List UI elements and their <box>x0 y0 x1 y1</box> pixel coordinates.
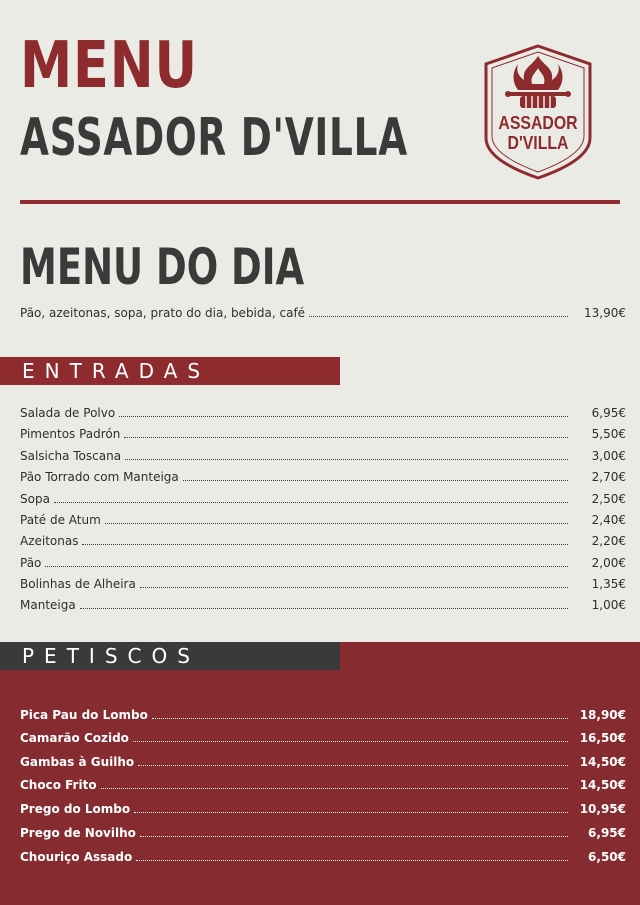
list-item <box>20 468 626 486</box>
dot-leader <box>134 812 568 813</box>
list-item <box>20 404 626 422</box>
item-price: 10,95€ <box>579 802 626 816</box>
list-item <box>20 532 626 550</box>
list-item <box>20 490 626 508</box>
item-price: 2,70€ <box>591 470 626 484</box>
dot-leader <box>152 718 568 719</box>
item-price: 3,00€ <box>591 449 626 463</box>
dot-leader <box>138 765 568 766</box>
list-item <box>20 848 626 866</box>
item-name: Gambas à Guilho <box>20 755 135 769</box>
item-name: Pão <box>20 556 42 570</box>
item-price: 14,50€ <box>579 778 626 792</box>
dot-leader <box>119 416 568 417</box>
item-name: Pão Torrado com Manteiga <box>20 470 179 484</box>
item-name: Salsicha Toscana <box>20 449 122 463</box>
entradas-heading-bar <box>0 357 340 385</box>
item-name: Paté de Atum <box>20 513 101 527</box>
dot-leader <box>105 523 568 524</box>
dot-leader <box>45 566 568 567</box>
dot-leader <box>136 860 568 861</box>
list-item <box>20 706 626 724</box>
list-item <box>20 753 626 771</box>
item-price: 13,90€ <box>584 306 626 320</box>
item-price: 6,95€ <box>588 826 626 840</box>
list-item <box>20 447 626 465</box>
logo-badge-icon <box>482 42 594 182</box>
item-name: Azeitonas <box>20 534 79 548</box>
list-item <box>20 554 626 572</box>
item-price: 6,50€ <box>588 850 626 864</box>
dot-leader <box>133 741 568 742</box>
item-name: Pimentos Padrón <box>20 427 121 441</box>
item-name: Pica Pau do Lombo <box>20 708 148 722</box>
restaurant-name: ASSADOR D'VILLA <box>20 108 408 168</box>
petiscos-heading-bar <box>0 642 340 670</box>
item-name: Manteiga <box>20 598 76 612</box>
petiscos-heading: PETISCOS <box>22 644 200 668</box>
dot-leader <box>80 608 568 609</box>
item-price: 18,90€ <box>579 708 626 722</box>
dot-leader <box>183 480 568 481</box>
item-price: 2,50€ <box>591 492 626 506</box>
item-name: Chouriço Assado <box>20 850 133 864</box>
item-name: Salada de Polvo <box>20 406 116 420</box>
item-price: 1,35€ <box>591 577 626 591</box>
dot-leader <box>101 788 568 789</box>
list-item <box>20 824 626 842</box>
dot-leader <box>309 316 568 317</box>
item-name: Sopa <box>20 492 50 506</box>
menu-title: MENU <box>20 29 198 103</box>
item-name: Prego do Lombo <box>20 802 131 816</box>
menu-do-dia-item <box>20 304 626 322</box>
list-item <box>20 800 626 818</box>
list-item <box>20 596 626 614</box>
entradas-heading: ENTRADAS <box>22 359 211 383</box>
item-price: 1,00€ <box>591 598 626 612</box>
item-price: 5,50€ <box>591 427 626 441</box>
header-divider <box>20 200 620 204</box>
logo-line1: ASSADOR <box>498 113 578 133</box>
item-name: Choco Frito <box>20 778 97 792</box>
item-price: 6,95€ <box>591 406 626 420</box>
item-price: 2,00€ <box>591 556 626 570</box>
list-item <box>20 425 626 443</box>
dot-leader <box>140 836 568 837</box>
menu-do-dia-heading: MENU DO DIA <box>20 238 305 296</box>
dot-leader <box>140 587 568 588</box>
dot-leader <box>82 544 568 545</box>
item-price: 14,50€ <box>579 755 626 769</box>
item-name: Prego de Novilho <box>20 826 136 840</box>
restaurant-logo <box>482 42 594 182</box>
list-item <box>20 776 626 794</box>
list-item <box>20 729 626 747</box>
item-name: Camarão Cozido <box>20 731 129 745</box>
dot-leader <box>125 459 568 460</box>
item-price: 2,20€ <box>591 534 626 548</box>
logo-line2: D'VILLA <box>507 133 569 153</box>
item-name: Bolinhas de Alheira <box>20 577 136 591</box>
item-name: Pão, azeitonas, sopa, prato do dia, bebida, café <box>20 306 306 320</box>
list-item <box>20 575 626 593</box>
dot-leader <box>124 437 568 438</box>
item-price: 16,50€ <box>579 731 626 745</box>
list-item <box>20 511 626 529</box>
dot-leader <box>54 502 568 503</box>
item-price: 2,40€ <box>591 513 626 527</box>
